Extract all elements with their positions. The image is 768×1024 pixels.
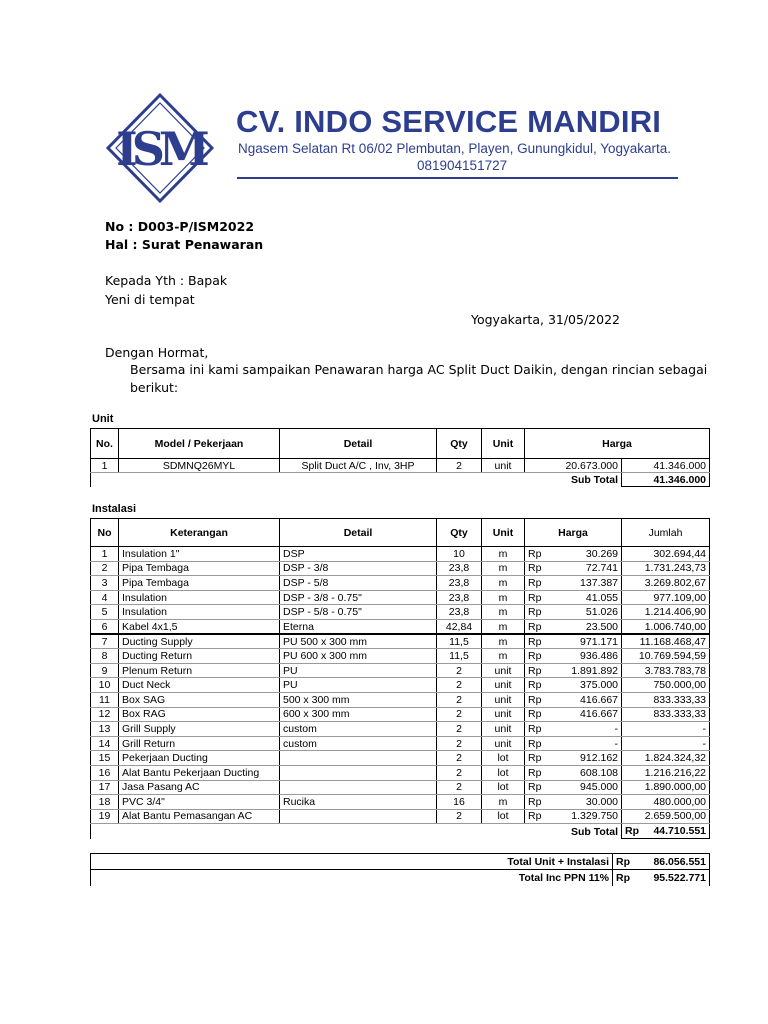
- header-divider: [237, 177, 678, 179]
- row-detail: DSP - 5/8 - 0.75": [280, 605, 437, 620]
- row-unit: unit: [482, 736, 525, 751]
- row-qty: 2: [437, 663, 482, 678]
- row-price: 30.000: [545, 795, 622, 810]
- row-unit: unit: [482, 707, 525, 722]
- col-header-detail: Detail: [280, 429, 437, 459]
- row-price: 936.486: [545, 649, 622, 664]
- row-currency: Rp: [525, 795, 545, 810]
- company-name: CV. INDO SERVICE MANDIRI: [236, 104, 662, 139]
- totals-table: [90, 853, 710, 886]
- row-detail: custom: [280, 722, 437, 737]
- col-header-unit: Unit: [482, 429, 525, 459]
- table-row: [91, 459, 710, 473]
- row-unit: unit: [482, 459, 525, 473]
- table-row: [91, 780, 710, 795]
- row-amount: 10.769.594,59: [622, 649, 710, 664]
- row-no: 3: [91, 576, 119, 591]
- row-currency: Rp: [525, 722, 545, 737]
- col-header-qty: Qty: [437, 519, 482, 547]
- total-inc-ppn-label: Total Inc PPN 11%: [91, 870, 613, 886]
- row-no: 7: [91, 634, 119, 649]
- row-qty: 2: [437, 678, 482, 693]
- row-amount: 480.000,00: [622, 795, 710, 810]
- row-unit: m: [482, 547, 525, 562]
- row-no: 18: [91, 795, 119, 810]
- row-no: 10: [91, 678, 119, 693]
- table-row: [91, 751, 710, 766]
- row-qty: 11,5: [437, 634, 482, 649]
- row-amount: 1.824.324,32: [622, 751, 710, 766]
- row-no: 2: [91, 561, 119, 576]
- row-amount: -: [622, 736, 710, 751]
- row-amount: 2.659.500,00: [622, 809, 710, 824]
- row-qty: 2: [437, 780, 482, 795]
- row-unit: lot: [482, 765, 525, 780]
- total-unit-install-value: 86.056.551: [633, 854, 710, 870]
- body-line-2: berikut:: [130, 380, 179, 395]
- row-price: 416.667: [545, 707, 622, 722]
- row-qty: 2: [437, 692, 482, 707]
- row-detail: DSP: [280, 547, 437, 562]
- row-item: Pipa Tembaga: [119, 561, 280, 576]
- row-amount: 3.269.802,67: [622, 576, 710, 591]
- row-price: 137.387: [545, 576, 622, 591]
- unit-section-label: Unit: [92, 413, 114, 425]
- table-row: [91, 692, 710, 707]
- row-qty: 23,8: [437, 576, 482, 591]
- row-unit: m: [482, 649, 525, 664]
- row-price: 72.741: [545, 561, 622, 576]
- row-qty: 2: [437, 765, 482, 780]
- letter-subject: Hal : Surat Penawaran: [105, 237, 264, 252]
- table-row: [91, 619, 710, 634]
- row-price: 20.673.000: [525, 459, 622, 473]
- row-amount: 833.333,33: [622, 707, 710, 722]
- table-row: [91, 765, 710, 780]
- row-unit: m: [482, 634, 525, 649]
- row-qty: 23,8: [437, 561, 482, 576]
- row-currency: Rp: [525, 590, 545, 605]
- row-no: 19: [91, 809, 119, 824]
- table-row: [91, 547, 710, 562]
- col-header-unit: Unit: [482, 519, 525, 547]
- table-row: [91, 634, 710, 649]
- row-price: -: [545, 736, 622, 751]
- total-inc-ppn-value: 95.522.771: [633, 870, 710, 886]
- row-item: Jasa Pasang AC: [119, 780, 280, 795]
- company-phone: 081904151727: [417, 158, 508, 173]
- col-header-model: Model / Pekerjaan: [119, 429, 280, 459]
- letter-number: No : D003-P/ISM2022: [105, 219, 255, 234]
- row-no: 12: [91, 707, 119, 722]
- row-price: -: [545, 722, 622, 737]
- row-item: Alat Bantu Pekerjaan Ducting: [119, 765, 280, 780]
- row-item: Box RAG: [119, 707, 280, 722]
- row-detail: DSP - 3/8: [280, 561, 437, 576]
- col-header-no: No: [91, 519, 119, 547]
- company-address: Ngasem Selatan Rt 06/02 Plembutan, Playen, Gunungkidul, Yogyakarta.: [238, 141, 672, 156]
- row-amount: 1.890.000,00: [622, 780, 710, 795]
- table-row: [91, 722, 710, 737]
- install-subtotal-currency: Rp: [625, 825, 640, 838]
- row-detail: 500 x 300 mm: [280, 692, 437, 707]
- row-detail: [280, 751, 437, 766]
- install-subtotal-label: Sub Total: [525, 824, 622, 839]
- install-subtotal-amount: 44.710.551: [653, 825, 707, 838]
- row-no: 1: [91, 459, 119, 473]
- row-item: Insulation: [119, 590, 280, 605]
- row-currency: Rp: [525, 649, 545, 664]
- row-price: 945.000: [545, 780, 622, 795]
- row-item: PVC 3/4": [119, 795, 280, 810]
- row-item: Ducting Return: [119, 649, 280, 664]
- row-no: 16: [91, 765, 119, 780]
- row-amount: 302.694,44: [622, 547, 710, 562]
- row-no: 8: [91, 649, 119, 664]
- row-detail: PU: [280, 663, 437, 678]
- place-date: Yogyakarta, 31/05/2022: [471, 312, 620, 327]
- row-detail: PU 500 x 300 mm: [280, 634, 437, 649]
- row-no: 4: [91, 590, 119, 605]
- greeting: Dengan Hormat,: [105, 345, 209, 360]
- row-detail: DSP - 3/8 - 0.75": [280, 590, 437, 605]
- row-item: Duct Neck: [119, 678, 280, 693]
- row-item: Kabel 4x1,5: [119, 619, 280, 634]
- row-detail: 600 x 300 mm: [280, 707, 437, 722]
- row-no: 6: [91, 619, 119, 634]
- row-detail: Eterna: [280, 619, 437, 634]
- table-row: [91, 590, 710, 605]
- row-no: 15: [91, 751, 119, 766]
- row-unit: lot: [482, 751, 525, 766]
- row-currency: Rp: [525, 576, 545, 591]
- row-currency: Rp: [525, 619, 545, 634]
- row-price: 1.891.892: [545, 663, 622, 678]
- row-currency: Rp: [525, 634, 545, 649]
- row-no: 9: [91, 663, 119, 678]
- col-header-keterangan: Keterangan: [119, 519, 280, 547]
- row-amount: 3.783.783,78: [622, 663, 710, 678]
- col-header-detail: Detail: [280, 519, 437, 547]
- total-inc-ppn-currency: Rp: [613, 870, 633, 886]
- row-item: Grill Supply: [119, 722, 280, 737]
- col-header-jumlah: Jumlah: [622, 519, 710, 547]
- row-amount: 1.214.406,90: [622, 605, 710, 620]
- row-qty: 11,5: [437, 649, 482, 664]
- row-model: SDMNQ26MYL: [119, 459, 280, 473]
- company-logo: [106, 93, 214, 203]
- row-unit: unit: [482, 663, 525, 678]
- row-price: 51.026: [545, 605, 622, 620]
- row-detail: DSP - 5/8: [280, 576, 437, 591]
- col-header-no: No.: [91, 429, 119, 459]
- row-item: Pekerjaan Ducting: [119, 751, 280, 766]
- row-no: 17: [91, 780, 119, 795]
- row-unit: unit: [482, 722, 525, 737]
- row-currency: Rp: [525, 561, 545, 576]
- row-unit: m: [482, 605, 525, 620]
- row-unit: unit: [482, 678, 525, 693]
- row-amount: 41.346.000: [622, 459, 710, 473]
- row-detail: [280, 780, 437, 795]
- row-no: 1: [91, 547, 119, 562]
- row-amount: 750.000,00: [622, 678, 710, 693]
- row-currency: Rp: [525, 751, 545, 766]
- install-section-label: Instalasi: [92, 503, 137, 515]
- row-detail: custom: [280, 736, 437, 751]
- row-detail: PU: [280, 678, 437, 693]
- table-row: [91, 649, 710, 664]
- row-detail: PU 600 x 300 mm: [280, 649, 437, 664]
- row-no: 11: [91, 692, 119, 707]
- row-item: Alat Bantu Pemasangan AC: [119, 809, 280, 824]
- row-item: Box SAG: [119, 692, 280, 707]
- row-price: 1.329.750: [545, 809, 622, 824]
- row-unit: m: [482, 576, 525, 591]
- table-row: [91, 809, 710, 824]
- row-currency: Rp: [525, 780, 545, 795]
- row-amount: -: [622, 722, 710, 737]
- table-row: [91, 795, 710, 810]
- row-price: 608.108: [545, 765, 622, 780]
- row-price: 30.269: [545, 547, 622, 562]
- row-detail: Rucika: [280, 795, 437, 810]
- total-unit-install-label: Total Unit + Instalasi: [91, 854, 613, 870]
- row-unit: m: [482, 561, 525, 576]
- row-qty: 2: [437, 809, 482, 824]
- install-table: [90, 518, 710, 839]
- row-detail: [280, 765, 437, 780]
- table-row: [91, 561, 710, 576]
- row-amount: 977.109,00: [622, 590, 710, 605]
- row-detail: Split Duct A/C , Inv, 3HP: [280, 459, 437, 473]
- row-qty: 2: [437, 736, 482, 751]
- row-unit: m: [482, 619, 525, 634]
- row-item: Ducting Supply: [119, 634, 280, 649]
- row-no: 5: [91, 605, 119, 620]
- install-subtotal-value: [622, 824, 710, 839]
- table-row: [91, 576, 710, 591]
- row-amount: 1.216.216,22: [622, 765, 710, 780]
- row-no: 14: [91, 736, 119, 751]
- row-currency: Rp: [525, 707, 545, 722]
- row-amount: 11.168.468,47: [622, 634, 710, 649]
- row-amount: 1.731.243,73: [622, 561, 710, 576]
- row-qty: 2: [437, 459, 482, 473]
- col-header-harga: Harga: [525, 519, 622, 547]
- row-qty: 2: [437, 751, 482, 766]
- row-currency: Rp: [525, 547, 545, 562]
- row-unit: lot: [482, 780, 525, 795]
- row-item: Pipa Tembaga: [119, 576, 280, 591]
- row-qty: 10: [437, 547, 482, 562]
- unit-subtotal-value: 41.346.000: [622, 473, 710, 487]
- row-amount: 1.006.740,00: [622, 619, 710, 634]
- row-price: 912.162: [545, 751, 622, 766]
- row-price: 416.667: [545, 692, 622, 707]
- row-no: 13: [91, 722, 119, 737]
- row-qty: 2: [437, 707, 482, 722]
- row-currency: Rp: [525, 663, 545, 678]
- row-item: Insulation: [119, 605, 280, 620]
- row-currency: Rp: [525, 809, 545, 824]
- table-row: [91, 707, 710, 722]
- logo-mark: ISM: [116, 122, 204, 176]
- row-unit: lot: [482, 809, 525, 824]
- row-price: 375.000: [545, 678, 622, 693]
- row-amount: 833.333,33: [622, 692, 710, 707]
- table-row: [91, 736, 710, 751]
- recipient-line-2: Yeni di tempat: [105, 292, 195, 307]
- row-qty: 23,8: [437, 590, 482, 605]
- col-header-qty: Qty: [437, 429, 482, 459]
- recipient-line-1: Kepada Yth : Bapak: [105, 273, 228, 288]
- unit-subtotal-label: Sub Total: [525, 473, 622, 487]
- row-price: 23.500: [545, 619, 622, 634]
- unit-table: [90, 428, 710, 487]
- row-qty: 2: [437, 722, 482, 737]
- row-item: Insulation 1": [119, 547, 280, 562]
- row-unit: unit: [482, 692, 525, 707]
- row-price: 41.055: [545, 590, 622, 605]
- body-line-1: Bersama ini kami sampaikan Penawaran harga AC Split Duct Daikin, dengan rincian sebagai: [130, 362, 708, 377]
- total-unit-install-currency: Rp: [613, 854, 633, 870]
- row-currency: Rp: [525, 736, 545, 751]
- row-unit: m: [482, 795, 525, 810]
- row-unit: m: [482, 590, 525, 605]
- table-row: [91, 605, 710, 620]
- row-currency: Rp: [525, 605, 545, 620]
- row-currency: Rp: [525, 678, 545, 693]
- row-qty: 42,84: [437, 619, 482, 634]
- row-item: Grill Return: [119, 736, 280, 751]
- col-header-harga: Harga: [525, 429, 710, 459]
- row-qty: 16: [437, 795, 482, 810]
- row-currency: Rp: [525, 692, 545, 707]
- row-price: 971.171: [545, 634, 622, 649]
- row-item: Plenum Return: [119, 663, 280, 678]
- table-row: [91, 663, 710, 678]
- table-row: [91, 678, 710, 693]
- row-qty: 23,8: [437, 605, 482, 620]
- row-currency: Rp: [525, 765, 545, 780]
- row-detail: [280, 809, 437, 824]
